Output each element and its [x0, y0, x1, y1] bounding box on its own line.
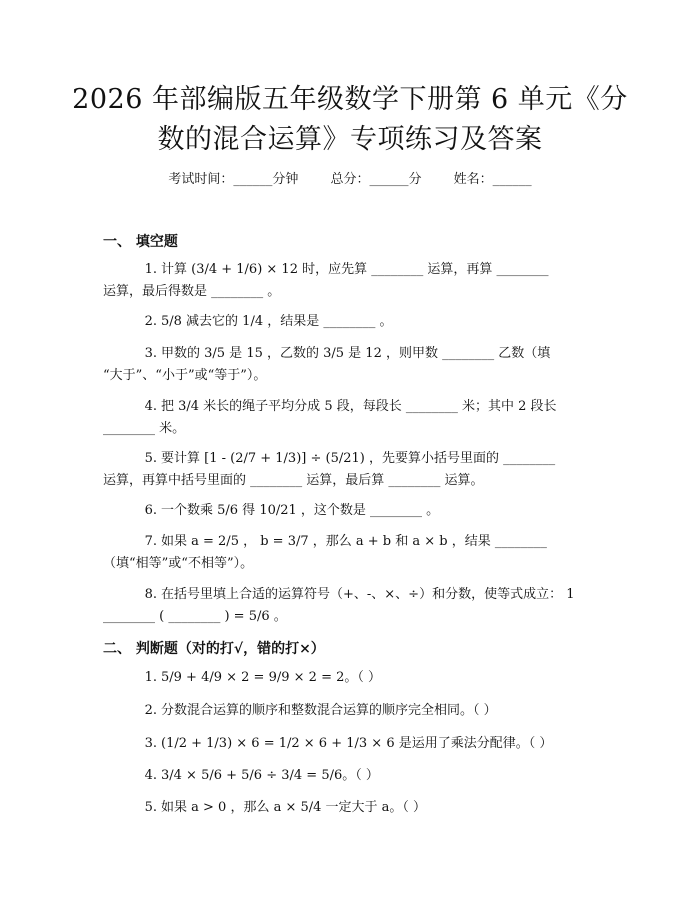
question-number: 2.	[144, 703, 157, 718]
section-1-heading: 一、 填空题	[103, 234, 178, 250]
question-text-cont: 运算，最后得数是 ________ 。	[103, 284, 281, 299]
question-number: 8.	[144, 587, 157, 602]
question-text-cont: “大于”、“小于”或“等于”）。	[103, 368, 267, 383]
question-text: 把 3/4 米长的绳子平均分成 5 段，每段长 ________ 米；其中 2 段长	[161, 399, 557, 414]
question-text: 3/4 × 5/6 + 5/6 ÷ 3/4 = 5/6。（ ）	[161, 768, 379, 783]
exam-info	[0, 168, 700, 187]
question-text: 甲数的 3/5 是 15 ，乙数的 3/5 是 12 ，则甲数 ________ 乙数（填	[161, 346, 551, 361]
judge-question-3	[103, 733, 599, 755]
question-text: 分数混合运算的顺序和整数混合运算的顺序完全相同。（ ）	[161, 703, 497, 718]
question-text: 计算 (3/4 + 1/6) × 12 时，应先算 ________ 运算，再算 ________	[161, 262, 549, 277]
question-text: 如果 a = 2/5 ， b = 3/7 ，那么 a + b 和 a × b ，结果 ________	[161, 534, 547, 549]
question-number: 6.	[144, 503, 157, 518]
fill-question-4	[103, 396, 599, 440]
total-score: 总分：______分	[330, 172, 422, 187]
section-2-heading: 二、 判断题（对的打√，错的打×）	[103, 641, 325, 657]
question-number: 3.	[144, 736, 157, 751]
question-text-cont: （填“相等”或“不相等”）。	[103, 556, 254, 571]
question-text: 如果 a > 0 ，那么 a × 5/4 一定大于 a。（ ）	[161, 800, 427, 815]
question-number: 3.	[144, 346, 157, 361]
judge-question-1	[103, 667, 599, 689]
fill-question-3	[103, 343, 599, 387]
question-number: 4.	[144, 399, 157, 414]
question-text-cont: ________ 米。	[103, 421, 186, 436]
question-number: 7.	[144, 534, 157, 549]
title-line-1: 2026 年部编版五年级数学下册第 6 单元《分	[72, 84, 628, 115]
question-number: 1.	[144, 670, 157, 685]
judge-question-5	[103, 797, 599, 819]
judge-question-4	[103, 765, 599, 787]
fill-question-7	[103, 531, 599, 575]
question-text: 要计算 [1 - (2/7 + 1/3)] ÷ (5/21) ，先要算小括号里面的 ________	[161, 451, 556, 466]
judge-question-2	[103, 700, 599, 722]
student-name: 姓名：______	[453, 172, 532, 187]
question-text: (1/2 + 1/3) × 6 = 1/2 × 6 + 1/3 × 6 是运用了乘法分配律。（ ）	[161, 736, 553, 751]
fill-question-1	[103, 259, 599, 303]
question-number: 2.	[144, 314, 157, 329]
fill-question-6	[103, 500, 599, 522]
exam-time: 考试时间：______分钟	[168, 172, 299, 187]
question-text: 5/9 + 4/9 × 2 = 9/9 × 2 = 2。（ ）	[161, 670, 381, 685]
question-number: 1.	[144, 262, 157, 277]
question-number: 5.	[144, 800, 157, 815]
title-line-2: 数的混合运算》专项练习及答案	[157, 124, 543, 155]
question-number: 5.	[144, 451, 157, 466]
question-number: 4.	[144, 768, 157, 783]
question-text-cont: ________ ( ________ ) = 5/6 。	[103, 609, 287, 624]
question-text-cont: 运算，再算中括号里面的 ________ 运算，最后算 ________ 运算。	[103, 473, 484, 488]
question-text: 5/8 减去它的 1/4 ，结果是 ________ 。	[161, 314, 393, 329]
question-text: 一个数乘 5/6 得 10/21 ，这个数是 ________ 。	[161, 503, 440, 518]
fill-question-2	[103, 311, 599, 333]
document-title	[60, 80, 640, 160]
question-text: 在括号里填上合适的运算符号（+、-、×、÷）和分数，使等式成立： 1	[161, 587, 575, 602]
fill-question-5	[103, 448, 599, 492]
fill-question-8	[103, 584, 599, 628]
